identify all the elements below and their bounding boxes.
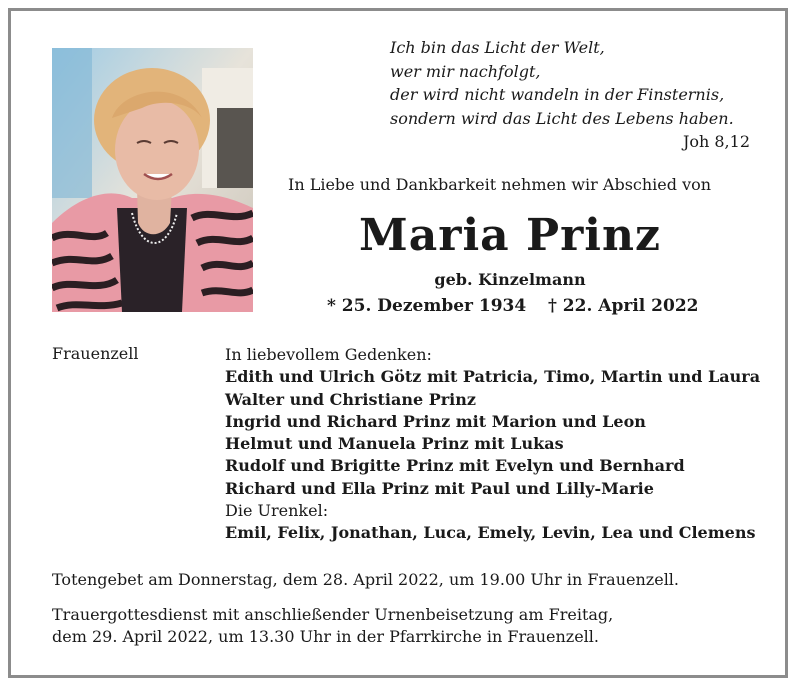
farewell-intro: In Liebe und Dankbarkeit nehmen wir Abschied von [288, 175, 712, 194]
deceased-name: Maria Prinz [359, 210, 661, 261]
family-line: Helmut und Manuela Prinz mit Lukas [225, 434, 564, 454]
family-line: Richard und Ella Prinz mit Paul und Lilly-Marie [225, 478, 654, 498]
bible-quote [390, 36, 750, 154]
great-grandchildren-names: Emil, Felix, Jonathan, Luca, Emely, Levin, Lea und Clemens [225, 523, 756, 543]
mourners-list [225, 344, 765, 545]
funeral-line: Trauergottesdienst mit anschließender Urnenbeisetzung am Freitag, [52, 605, 614, 624]
funeral-line: dem 29. April 2022, um 13.30 Uhr in der Pfarrkirche in Frauenzell. [52, 627, 599, 646]
prayer-info: Totengebet am Donnerstag, dem 28. April 2022, um 19.00 Uhr in Frauenzell. [52, 570, 680, 589]
quote-line: wer mir nachfolgt, [390, 61, 541, 81]
family-line: Walter und Christiane Prinz [225, 389, 476, 409]
portrait-illustration [52, 48, 253, 312]
family-line: Ingrid und Richard Prinz mit Marion und Leon [225, 411, 646, 431]
great-grandchildren-heading: Die Urenkel: [225, 501, 329, 521]
maiden-name: geb. Kinzelmann [434, 270, 586, 289]
quote-line: sondern wird das Licht des Lebens haben. [390, 108, 734, 128]
quote-reference: Joh 8,12 [682, 132, 750, 151]
service-info [52, 569, 752, 661]
place-name: Frauenzell [52, 344, 139, 363]
mourners-heading: In liebevollem Gedenken: [225, 345, 432, 364]
portrait-photo [52, 48, 253, 312]
funeral-info [52, 604, 752, 648]
quote-line: Ich bin das Licht der Welt, [390, 38, 605, 57]
family-line: Edith und Ulrich Götz mit Patricia, Timo, Martin und Laura [225, 367, 761, 387]
birth-date: * 25. Dezember 1934 [327, 296, 527, 316]
death-date: † 22. April 2022 [548, 296, 699, 316]
family-line: Rudolf und Brigitte Prinz mit Evelyn und Bernhard [225, 456, 685, 476]
quote-line: der wird nicht wandeln in der Finsternis, [390, 85, 725, 104]
